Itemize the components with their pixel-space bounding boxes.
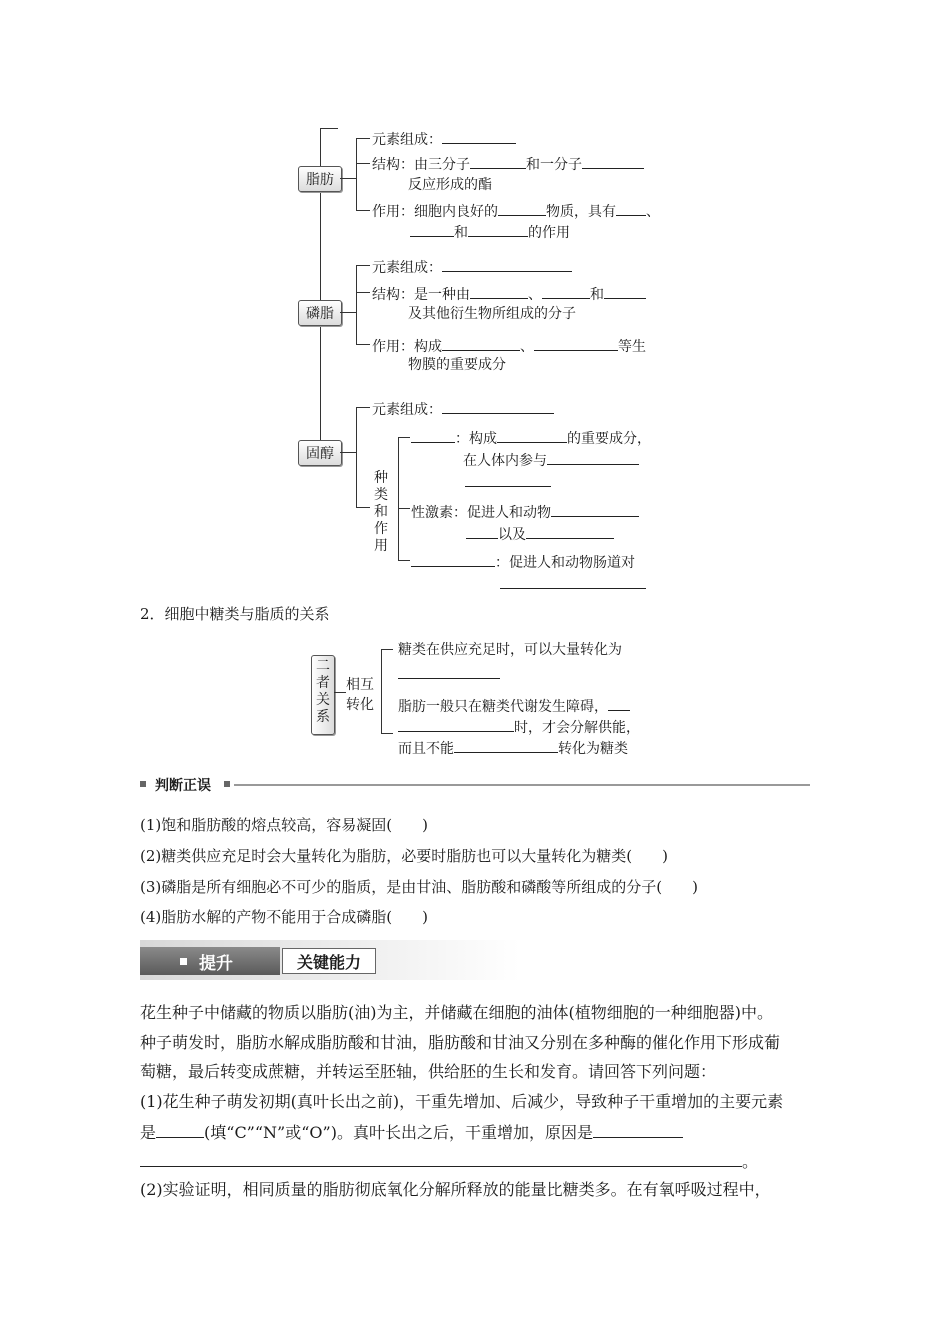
phospholipid-structure-cont: 及其他衍生物所组成的分子: [408, 306, 576, 322]
banner-square-icon: [180, 958, 187, 965]
passage-line-1: 花生种子中储藏的物质以脂肪(油)为主，并储藏在细胞的油体(植物细胞的一种细胞器)中。: [140, 1003, 773, 1022]
fat-function-cont: 和 的作用: [410, 222, 570, 242]
relation-line-2: [398, 664, 500, 684]
sterol-element-line: 元素组成：: [372, 399, 554, 419]
cholesterol-line: ：构成 的重要成分，: [411, 428, 651, 448]
question-1-line-2: 是 (填“C”“N”或“O”)。真叶长出之后，干重增加，原因是: [140, 1121, 683, 1143]
sex-hormone-line: 性激素：促进人和动物: [411, 502, 639, 522]
phospholipid-function-line: 作用：构成 、 等生: [372, 336, 646, 356]
fat-element-line: 元素组成：: [372, 129, 516, 149]
phospholipid-structure-line: 结构：是一种由 、 和: [372, 284, 646, 304]
judge-item-2: (2)糖类供应充足时会大量转化为脂肪，必要时脂肪也可以大量转化为糖类( ): [140, 847, 668, 865]
relation-left-node: 二者关系: [311, 655, 335, 735]
question-1-answer-line: 。: [140, 1150, 758, 1172]
judge-bullet-icon: [140, 781, 146, 787]
judge-divider: [234, 784, 810, 786]
cholesterol-blank: [465, 472, 551, 492]
sex-hormone-cont: 以及: [466, 524, 614, 544]
judge-item-1: (1)饱和脂肪酸的熔点较高，容易凝固( ): [140, 816, 428, 834]
judge-item-4: (4)脂肪水解的产物不能用于合成磷脂( ): [140, 908, 428, 926]
judge-title: 判断正误: [155, 778, 211, 794]
sterol-node: 固醇: [298, 440, 342, 466]
relation-line-3: 脂肪一般只在糖类代谢发生障碍，: [398, 696, 630, 716]
vitamin-d-blank: [500, 574, 646, 594]
judge-bullet-icon-right: [224, 781, 230, 787]
fat-function-line: 作用：细胞内良好的 物质，具有 、: [372, 201, 660, 221]
question-1-line-1: (1)花生种子萌发初期(真叶长出之前)，干重先增加、后减少，导致种子干重增加的主要元素: [140, 1092, 784, 1111]
vitamin-d-line: ：促进人和动物肠道对: [411, 552, 635, 572]
passage-line-2: 种子萌发时，脂肪水解成脂肪酸和甘油，脂肪酸和甘油又分别在多种酶的催化作用下形成葡: [140, 1033, 781, 1052]
relation-line-1: 糖类在供应充足时，可以大量转化为: [398, 642, 622, 658]
relation-line-5: 而且不能 转化为糖类: [398, 738, 628, 758]
judge-item-3: (3)磷脂是所有细胞必不可少的脂质，是由甘油、脂肪酸和磷酸等所组成的分子( ): [140, 878, 698, 896]
fat-structure-cont: 反应形成的酯: [408, 177, 492, 193]
mutual-label-2: 转化: [346, 697, 374, 713]
phospholipid-function-cont: 物膜的重要成分: [408, 357, 506, 373]
section2-heading: 2．细胞中糖类与脂质的关系: [140, 605, 330, 623]
question-2-line-1: (2)实验证明，相同质量的脂肪彻底氧化分解所释放的能量比糖类多。在有氧呼吸过程中，: [140, 1180, 771, 1199]
phospholipid-element-line: 元素组成：: [372, 257, 572, 277]
sterol-types-label: 种类和作用: [374, 470, 388, 554]
cholesterol-cont: 在人体内参与: [463, 450, 639, 470]
phospholipid-node: 磷脂: [298, 300, 342, 326]
banner-left: 提升: [140, 947, 280, 975]
fat-structure-line: 结构：由三分子 和一分子: [372, 154, 644, 174]
mutual-label-1: 相互: [346, 677, 374, 693]
banner-right: 关键能力: [282, 948, 376, 974]
fat-node: 脂肪: [298, 166, 342, 192]
passage-line-3: 萄糖，最后转变成蔗糖，并转运至胚轴，供给胚的生长和发育。请回答下列问题：: [140, 1062, 717, 1081]
relation-line-4: 时，才会分解供能，: [398, 717, 640, 737]
